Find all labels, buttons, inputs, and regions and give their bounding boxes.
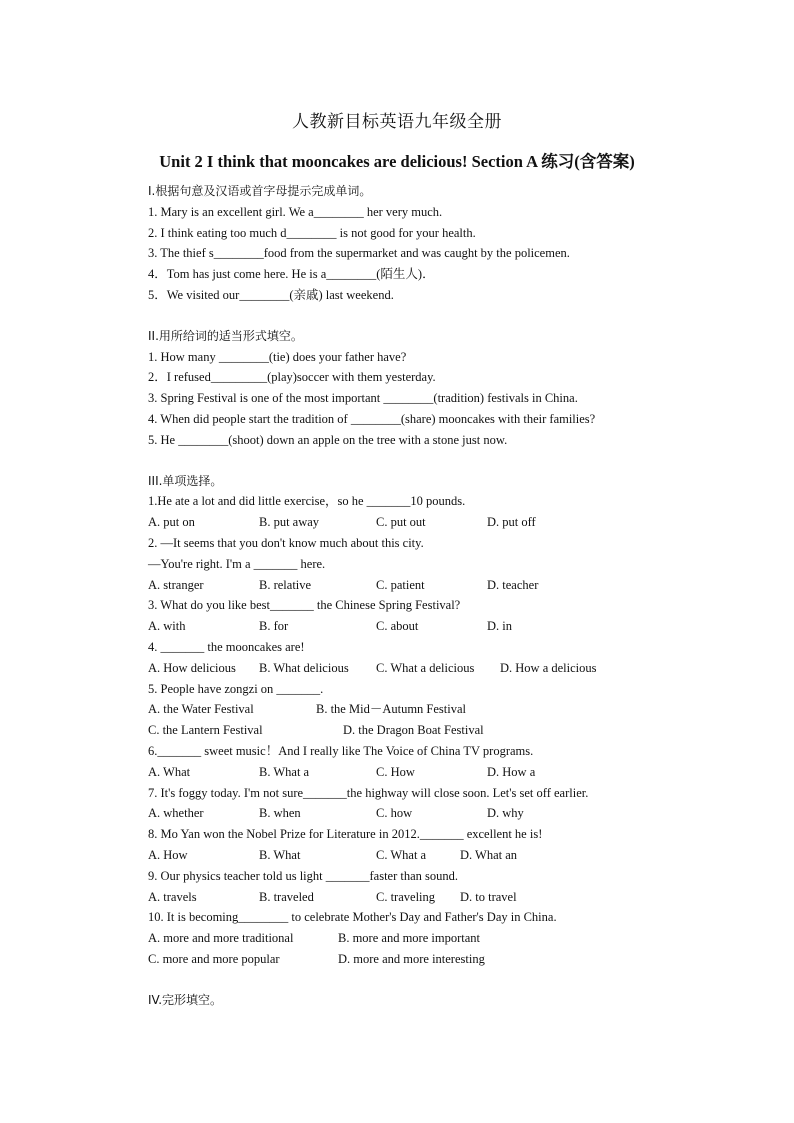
- s1-item: 5．We visited our________(亲戚) last weekend.: [148, 287, 394, 302]
- option: A. How delicious: [148, 660, 236, 675]
- section-3-heading: III.单项选择。: [148, 473, 223, 488]
- option: C. patient: [376, 577, 425, 592]
- option: C. What a: [376, 847, 427, 862]
- option: B. What a: [259, 764, 310, 779]
- question-8: 8. Mo Yan won the Nobel Prize for Literature in 2012._______ excellent he is!: [148, 827, 543, 842]
- question-8-options: [148, 845, 688, 866]
- section-4-heading: IV.完形填空。: [148, 992, 223, 1007]
- option: B. What delicious: [259, 660, 349, 675]
- question-10: 10. It is becoming________ to celebrate Mother's Day and Father's Day in China.: [148, 910, 557, 925]
- question-5: 5. People have zongzi on _______.: [148, 681, 324, 696]
- option: B. traveled: [259, 889, 314, 904]
- option: C. how: [376, 806, 413, 821]
- question-6: 6._______ sweet music！And I really like The Voice of China TV programs.: [148, 743, 534, 758]
- question-3: 3. What do you like best_______ the Chinese Spring Festival?: [148, 598, 461, 613]
- s1-item: 2. I think eating too much d________ is not good for your health.: [148, 225, 476, 240]
- document-subtitle: Unit 2 I think that mooncakes are delicious! Section A 练习(含答案): [159, 152, 635, 171]
- option: D. to travel: [460, 889, 517, 904]
- question-5-options-a: [148, 699, 688, 720]
- option: A. with: [148, 619, 186, 634]
- option: C. the Lantern Festival: [148, 723, 263, 738]
- s1-item: 1. Mary is an excellent girl. We a________ her very much.: [148, 204, 443, 219]
- worksheet-content: [148, 181, 688, 1010]
- question-10-options-b: [148, 949, 688, 970]
- option: A. the Water Festival: [148, 702, 254, 717]
- option: D. What an: [460, 847, 518, 862]
- question-7-options: [148, 803, 688, 824]
- option: B. put away: [259, 515, 320, 530]
- option: D. in: [487, 619, 512, 634]
- s2-item: 5. He ________(shoot) down an apple on the tree with a stone just now.: [148, 432, 508, 447]
- option: C. traveling: [376, 889, 436, 904]
- option: B. more and more important: [338, 931, 480, 946]
- option: B. What: [259, 847, 301, 862]
- question-9-options: [148, 887, 688, 908]
- s2-item: 2．I refused_________(play)soccer with them yesterday.: [148, 370, 436, 385]
- option: C. How: [376, 764, 415, 779]
- s2-item: 3. Spring Festival is one of the most important ________(tradition) festivals in China.: [148, 391, 578, 406]
- question-2: 2. —It seems that you don't know much about this city.: [148, 535, 424, 550]
- option: A. whether: [148, 806, 204, 821]
- option: A. How: [148, 847, 188, 862]
- question-1-options: [148, 512, 688, 533]
- question-9: 9. Our physics teacher told us light _______faster than sound.: [148, 868, 459, 883]
- s1-item: 3. The thief s________food from the supermarket and was caught by the policemen.: [148, 246, 570, 261]
- option: B. when: [259, 806, 301, 821]
- option: A. put on: [148, 515, 195, 530]
- question-2-reply: —You're right. I'm a _______ here.: [148, 556, 326, 571]
- question-4-options: [148, 658, 688, 679]
- option: A. more and more traditional: [148, 931, 294, 946]
- s2-item: 1. How many ________(tie) does your father have?: [148, 349, 407, 364]
- question-1: 1.He ate a lot and did little exercise，so he _______10 pounds.: [148, 494, 466, 509]
- question-2-options: [148, 575, 688, 596]
- option: D. put off: [487, 515, 536, 530]
- option: A. What: [148, 764, 191, 779]
- option: C. put out: [376, 515, 426, 530]
- s2-item: 4. When did people start the tradition of ________(share) mooncakes with their families?: [148, 411, 596, 426]
- option: C. more and more popular: [148, 951, 280, 966]
- s1-item: 4．Tom has just come here. He is a________(陌生人)．: [148, 267, 435, 282]
- question-6-options: [148, 762, 688, 783]
- question-3-options: [148, 616, 688, 637]
- option: A. stranger: [148, 577, 204, 592]
- question-7: 7. It's foggy today. I'm not sure_______the highway will close soon. Let's set off earlier.: [148, 785, 589, 800]
- option: A. travels: [148, 889, 197, 904]
- document-title: 人教新目标英语九年级全册: [292, 112, 502, 132]
- option: D. the Dragon Boat Festival: [343, 723, 484, 738]
- question-5-options-b: [148, 720, 688, 741]
- option: D. How a: [487, 764, 536, 779]
- option: C. What a delicious: [376, 660, 475, 675]
- option: B. for: [259, 619, 289, 634]
- option: B. the Mid－Autumn Festival: [316, 702, 467, 717]
- option: D. why: [487, 806, 524, 821]
- question-10-options-a: [148, 928, 688, 949]
- option: B. relative: [259, 577, 312, 592]
- question-4: 4. _______ the mooncakes are!: [148, 639, 305, 654]
- option: C. about: [376, 619, 419, 634]
- option: D. more and more interesting: [338, 951, 485, 966]
- section-1-heading: I.根据句意及汉语或首字母提示完成单词。: [148, 184, 372, 198]
- option: D. How a delicious: [500, 660, 597, 675]
- option: D. teacher: [487, 577, 539, 592]
- section-2-heading: II.用所给词的适当形式填空。: [148, 328, 303, 343]
